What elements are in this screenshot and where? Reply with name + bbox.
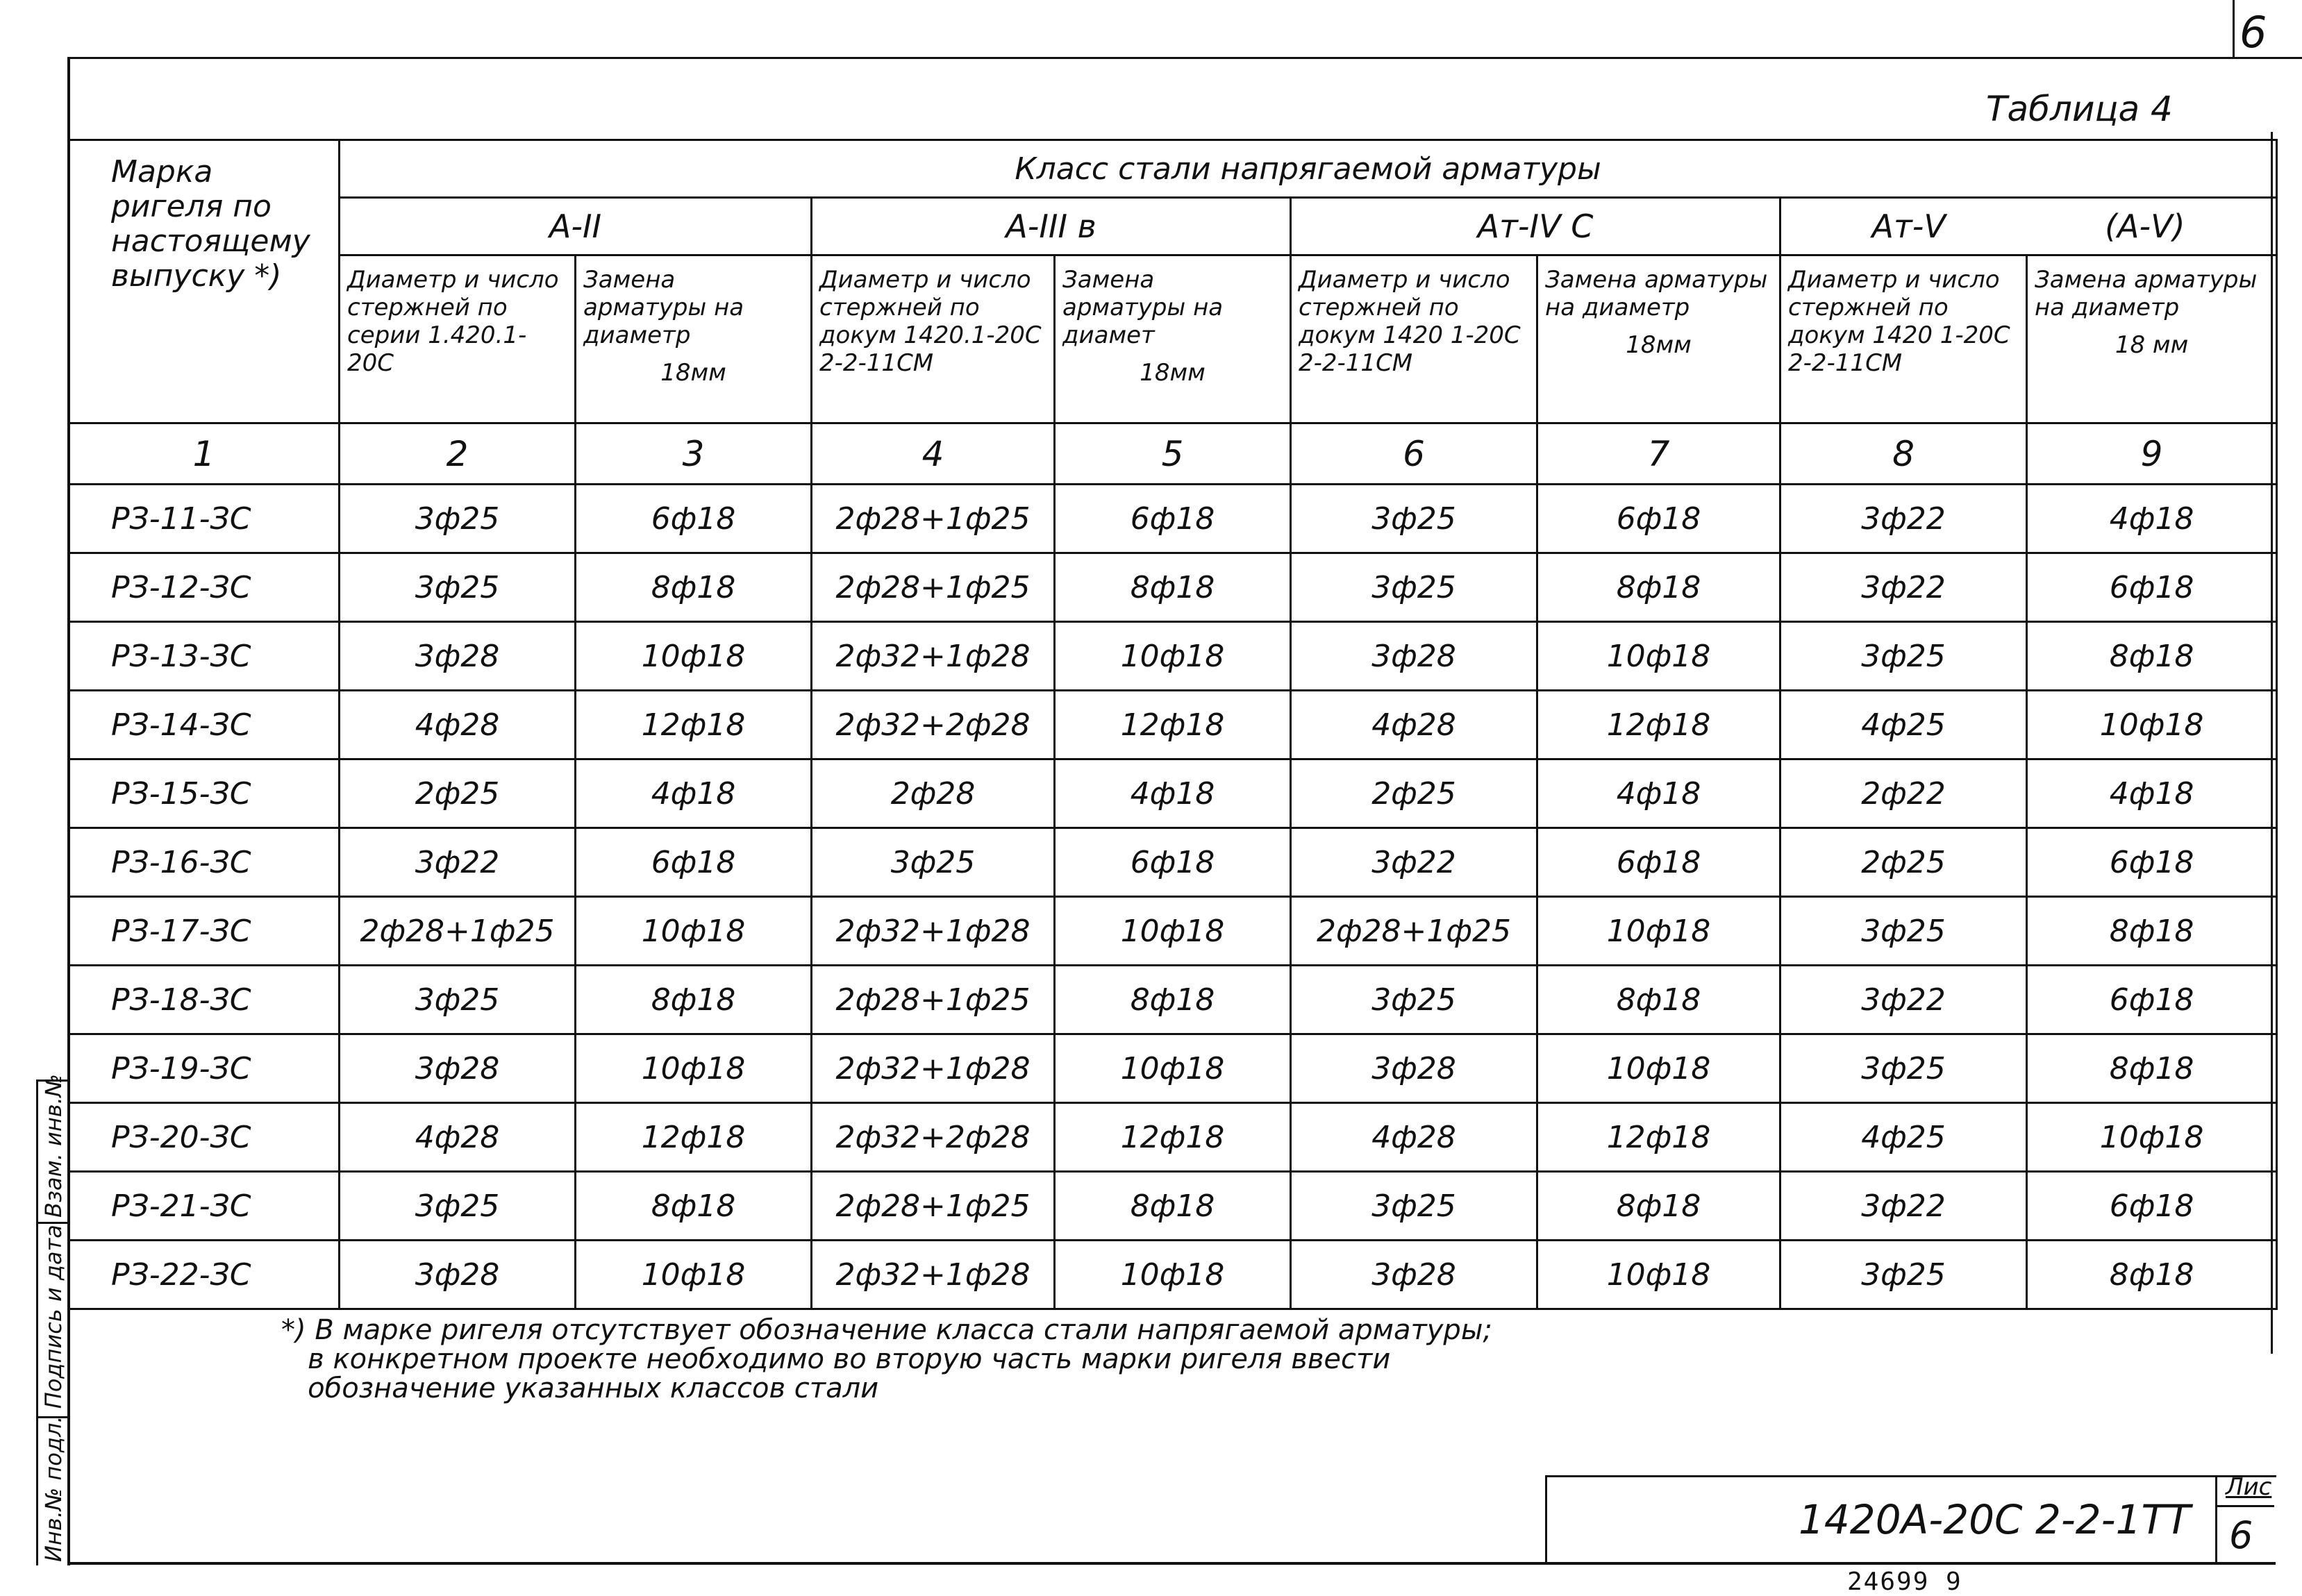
value-cell-c9: 6ф18: [2027, 1172, 2277, 1241]
value-cell-c9: 8ф18: [2027, 1241, 2277, 1309]
value-cell-c7: 4ф18: [1537, 759, 1780, 828]
value-cell-c2: 3ф25: [340, 553, 576, 622]
value-cell-c8: 3ф22: [1780, 485, 2027, 553]
value-cell-c9: 6ф18: [2027, 966, 2277, 1034]
value-cell-c5: 8ф18: [1055, 966, 1291, 1034]
table-title: Таблица 4: [1986, 89, 2173, 129]
column-number: 8: [1780, 423, 2027, 485]
value-cell-c6: 3ф22: [1291, 828, 1537, 897]
column-number: 4: [812, 423, 1055, 485]
footnote-marker: *): [281, 1314, 306, 1346]
value-cell-c5: 8ф18: [1055, 1172, 1291, 1241]
value-cell-c3: 4ф18: [576, 759, 812, 828]
value-cell-c4: 2ф32+1ф28: [812, 897, 1055, 966]
value-cell-c9: 4ф18: [2027, 485, 2277, 553]
header-mark-column: Марка ригеля по настоящему выпуску *): [69, 140, 340, 423]
value-cell-c4: 3ф25: [812, 828, 1055, 897]
header-col-8: Диаметр и число стержней по докум 1420 1-20С 2-2-11СМ: [1780, 255, 2027, 423]
header-class-at5-label: Ат-V: [1871, 208, 1946, 245]
value-cell-c7: 10ф18: [1537, 622, 1780, 691]
header-class-at4c: Ат-IV С: [1291, 198, 1780, 255]
column-number: 1: [69, 423, 340, 485]
value-cell-c6: 3ф25: [1291, 1172, 1537, 1241]
value-cell-c7: 8ф18: [1537, 553, 1780, 622]
sheet-cell-divider: [2215, 1505, 2274, 1507]
column-number: 6: [1291, 423, 1537, 485]
value-cell-c6: 2ф28+1ф25: [1291, 897, 1537, 966]
value-cell-c7: 12ф18: [1537, 1103, 1780, 1172]
value-cell-c4: 2ф28+1ф25: [812, 966, 1055, 1034]
header-col-6: Диаметр и число стержней по докум 1420 1-20С 2-2-11СМ: [1291, 255, 1537, 423]
value-cell-c2: 4ф28: [340, 691, 576, 759]
table-row: [69, 485, 2277, 553]
header-steel-class: Класс стали напрягаемой арматуры: [340, 140, 2277, 198]
value-cell-c6: 3ф25: [1291, 485, 1537, 553]
value-cell-c9: 10ф18: [2027, 691, 2277, 759]
value-cell-c6: 3ф28: [1291, 622, 1537, 691]
value-cell-c4: 2ф32+2ф28: [812, 691, 1055, 759]
value-cell-c9: 6ф18: [2027, 553, 2277, 622]
value-cell-c9: 10ф18: [2027, 1103, 2277, 1172]
value-cell-c6: 2ф25: [1291, 759, 1537, 828]
value-cell-c4: 2ф32+2ф28: [812, 1103, 1055, 1172]
value-cell-c9: 8ф18: [2027, 897, 2277, 966]
value-cell-c3: 12ф18: [576, 691, 812, 759]
table-row: [69, 1172, 2277, 1241]
beam-mark-cell: РЗ-18-ЗС: [69, 966, 340, 1034]
value-cell-c4: 2ф32+1ф28: [812, 1241, 1055, 1309]
value-cell-c7: 8ф18: [1537, 966, 1780, 1034]
value-cell-c2: 3ф25: [340, 485, 576, 553]
value-cell-c8: 3ф22: [1780, 1172, 2027, 1241]
value-cell-c3: 6ф18: [576, 485, 812, 553]
table-row: [69, 1034, 2277, 1103]
header-class-at5: [1780, 198, 2277, 255]
beam-mark-cell: РЗ-19-ЗС: [69, 1034, 340, 1103]
table-row: [69, 897, 2277, 966]
value-cell-c3: 10ф18: [576, 622, 812, 691]
value-cell-c8: 3ф22: [1780, 966, 2027, 1034]
beam-mark-cell: РЗ-21-ЗС: [69, 1172, 340, 1241]
reinforcement-table: [67, 139, 2278, 1310]
value-cell-c4: 2ф28+1ф25: [812, 485, 1055, 553]
value-cell-c7: 6ф18: [1537, 828, 1780, 897]
value-cell-c6: 3ф25: [1291, 553, 1537, 622]
value-cell-c5: 4ф18: [1055, 759, 1291, 828]
sheet-label: Лис: [2226, 1473, 2272, 1501]
value-cell-c5: 12ф18: [1055, 691, 1291, 759]
header-class-a3v: А-III в: [812, 198, 1291, 255]
value-cell-c9: 6ф18: [2027, 828, 2277, 897]
value-cell-c8: 4ф25: [1780, 691, 2027, 759]
sheet-number: 6: [2229, 1513, 2253, 1557]
value-cell-c4: 2ф28+1ф25: [812, 553, 1055, 622]
value-cell-c2: 2ф28+1ф25: [340, 897, 576, 966]
value-cell-c5: 6ф18: [1055, 485, 1291, 553]
document-code: 1420А-20С 2-2-1ТТ: [1799, 1496, 2191, 1543]
value-cell-c3: 10ф18: [576, 897, 812, 966]
header-col-3: Замена арматуры на диаметр 18мм: [576, 255, 812, 423]
header-col-9: Замена арматуры на диаметр 18 мм: [2027, 255, 2277, 423]
value-cell-c8: 3ф25: [1780, 622, 2027, 691]
corner-divider: [2233, 0, 2235, 57]
value-cell-c4: 2ф32+1ф28: [812, 1034, 1055, 1103]
side-strip-text: Инв.№ подл. Подпись и дата Взам. инв.№: [40, 1073, 67, 1562]
value-cell-c2: 3ф25: [340, 966, 576, 1034]
value-cell-c7: 8ф18: [1537, 1172, 1780, 1241]
value-cell-c8: 3ф25: [1780, 1034, 2027, 1103]
value-cell-c3: 8ф18: [576, 553, 812, 622]
archive-number: 24699 9: [1847, 1568, 1962, 1596]
value-cell-c6: 3ф25: [1291, 966, 1537, 1034]
column-number: 5: [1055, 423, 1291, 485]
value-cell-c2: 3ф22: [340, 828, 576, 897]
beam-mark-cell: РЗ-22-ЗС: [69, 1241, 340, 1309]
header-col-4: Диаметр и число стержней по докум 1420.1-20С 2-2-11СМ: [812, 255, 1055, 423]
header-col-7: Замена арматуры на диаметр 18мм: [1537, 255, 1780, 423]
table-row: [69, 828, 2277, 897]
value-cell-c5: 10ф18: [1055, 1034, 1291, 1103]
value-cell-c8: 2ф25: [1780, 828, 2027, 897]
value-cell-c7: 12ф18: [1537, 691, 1780, 759]
beam-mark-cell: РЗ-12-ЗС: [69, 553, 340, 622]
value-cell-c6: 4ф28: [1291, 691, 1537, 759]
footnote-line-3: обозначение указанных классов стали: [308, 1372, 879, 1404]
beam-mark-cell: РЗ-14-ЗС: [69, 691, 340, 759]
value-cell-c4: 2ф28: [812, 759, 1055, 828]
footnote: [281, 1316, 1492, 1403]
value-cell-c7: 10ф18: [1537, 1034, 1780, 1103]
value-cell-c5: 10ф18: [1055, 622, 1291, 691]
value-cell-c5: 10ф18: [1055, 1241, 1291, 1309]
sheet-corner-number: 6: [2240, 7, 2267, 58]
value-cell-c7: 10ф18: [1537, 1241, 1780, 1309]
value-cell-c2: 3ф25: [340, 1172, 576, 1241]
value-cell-c3: 10ф18: [576, 1034, 812, 1103]
table-row: [69, 622, 2277, 691]
beam-mark-cell: РЗ-13-ЗС: [69, 622, 340, 691]
value-cell-c8: 2ф22: [1780, 759, 2027, 828]
value-cell-c3: 6ф18: [576, 828, 812, 897]
header-col-5: Замена арматуры на диамет 18мм: [1055, 255, 1291, 423]
value-cell-c7: 6ф18: [1537, 485, 1780, 553]
beam-mark-cell: РЗ-16-ЗС: [69, 828, 340, 897]
table-row: [69, 1103, 2277, 1172]
value-cell-c3: 12ф18: [576, 1103, 812, 1172]
value-cell-c2: 2ф25: [340, 759, 576, 828]
column-number-row: [69, 423, 2277, 485]
column-number: 9: [2027, 423, 2277, 485]
value-cell-c3: 8ф18: [576, 966, 812, 1034]
table-row: [69, 1241, 2277, 1309]
table-row: [69, 966, 2277, 1034]
value-cell-c2: 3ф28: [340, 622, 576, 691]
value-cell-c5: 10ф18: [1055, 897, 1291, 966]
value-cell-c9: 4ф18: [2027, 759, 2277, 828]
footnote-line-1: В марке ригеля отсутствует обозначение класса стали напрягаемой арматуры;: [315, 1314, 1492, 1346]
header-class-a5-label: (А-V): [2105, 208, 2185, 245]
value-cell-c6: 4ф28: [1291, 1103, 1537, 1172]
value-cell-c7: 10ф18: [1537, 897, 1780, 966]
beam-mark-cell: РЗ-15-ЗС: [69, 759, 340, 828]
value-cell-c3: 8ф18: [576, 1172, 812, 1241]
value-cell-c8: 3ф22: [1780, 553, 2027, 622]
value-cell-c2: 4ф28: [340, 1103, 576, 1172]
value-cell-c4: 2ф28+1ф25: [812, 1172, 1055, 1241]
table-row: [69, 691, 2277, 759]
value-cell-c8: 3ф25: [1780, 897, 2027, 966]
column-number: 2: [340, 423, 576, 485]
header-class-a2: А-II: [340, 198, 812, 255]
footnote-line-2: в конкретном проекте необходимо во вторую часть марки ригеля ввести: [308, 1343, 1391, 1375]
beam-mark-cell: РЗ-17-ЗС: [69, 897, 340, 966]
beam-mark-cell: РЗ-11-ЗС: [69, 485, 340, 553]
value-cell-c9: 8ф18: [2027, 1034, 2277, 1103]
header-col-2: Диаметр и число стержней по серии 1.420.1-20С: [340, 255, 576, 423]
value-cell-c5: 6ф18: [1055, 828, 1291, 897]
value-cell-c2: 3ф28: [340, 1034, 576, 1103]
value-cell-c5: 12ф18: [1055, 1103, 1291, 1172]
value-cell-c8: 3ф25: [1780, 1241, 2027, 1309]
column-number: 3: [576, 423, 812, 485]
value-cell-c5: 8ф18: [1055, 553, 1291, 622]
beam-mark-cell: РЗ-20-ЗС: [69, 1103, 340, 1172]
table-row: [69, 759, 2277, 828]
value-cell-c8: 4ф25: [1780, 1103, 2027, 1172]
value-cell-c6: 3ф28: [1291, 1241, 1537, 1309]
table-row: [69, 553, 2277, 622]
value-cell-c6: 3ф28: [1291, 1034, 1537, 1103]
value-cell-c3: 10ф18: [576, 1241, 812, 1309]
value-cell-c2: 3ф28: [340, 1241, 576, 1309]
value-cell-c9: 8ф18: [2027, 622, 2277, 691]
column-number: 7: [1537, 423, 1780, 485]
value-cell-c4: 2ф32+1ф28: [812, 622, 1055, 691]
